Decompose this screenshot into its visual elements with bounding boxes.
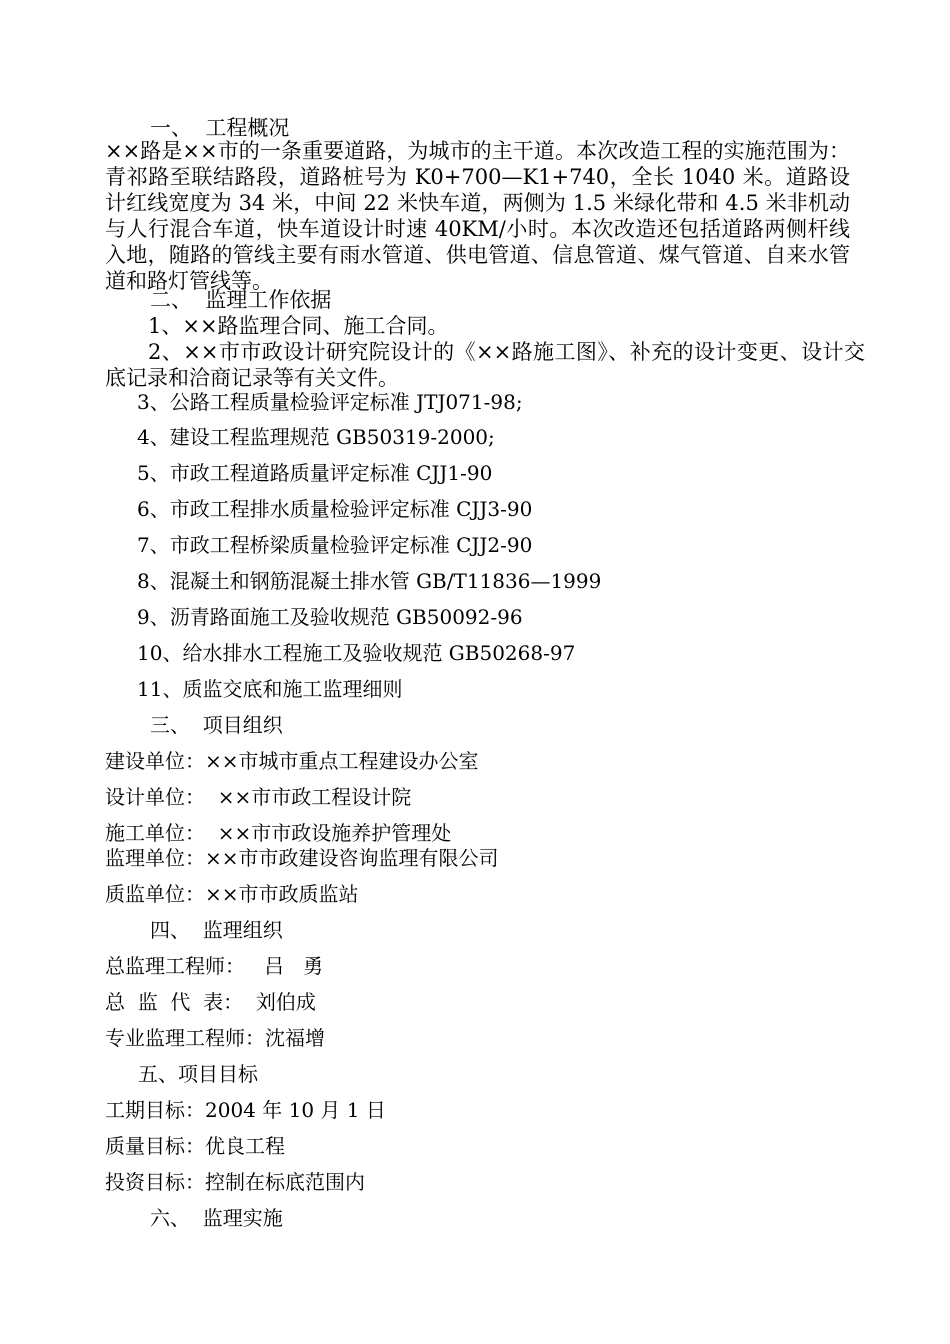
- section-6-heading: 六、 监理实施: [150, 1206, 283, 1230]
- basis-item-4: 4、建设工程监理规范 GB50319-2000;: [137, 425, 495, 449]
- basis-item-3: 3、公路工程质量检验评定标准 JTJ071-98;: [137, 390, 523, 414]
- basis-item-8: 8、混凝土和钢筋混凝土排水管 GB/T11836—1999: [137, 569, 602, 593]
- basis-item-9: 9、沥青路面施工及验收规范 GB50092-96: [137, 605, 523, 629]
- org-construction-unit: 建设单位：××市城市重点工程建设办公室: [105, 749, 479, 773]
- section-4-heading: 四、 监理组织: [150, 918, 283, 942]
- chief-engineer: 总监理工程师： 吕 勇: [105, 954, 324, 978]
- org-supervision-unit: 监理单位：××市市政建设咨询监理有限公司: [105, 846, 499, 870]
- chief-representative: 总 监 代 表： 刘伯成: [105, 990, 316, 1014]
- goal-investment: 投资目标：控制在标底范围内: [105, 1170, 365, 1194]
- section-1-body: ××路是××市的一条重要道路，为城市的主干道。本次改造工程的实施范围为：青祁路至联结路段，道路桩号为 K0+700—K1+740，全长 1040 米。道路设计红线宽度为 34 米，中间 22 米快车道，两侧为 1.5 米绿化带和 4.5 米非机动与人行混合车道，快车道设计时速 40KM/小时。本次改造还包括道路两侧杆线入地，随路的管线主要有雨水管道、供电管道、信息管道、煤气管道、自来水管道和路灯管线等。: [105, 139, 850, 293]
- basis-item-6: 6、市政工程排水质量检验评定标准 CJJ3-90: [137, 497, 533, 521]
- basis-item-11: 11、质监交底和施工监理细则: [137, 677, 403, 701]
- specialist-engineer: 专业监理工程师：沈福增: [105, 1026, 325, 1050]
- basis-item-2: 2、××市市政设计研究院设计的《××路施工图》、补充的设计变更、设计交底记录和洽商记录等有关文件。: [105, 340, 865, 390]
- basis-item-5: 5、市政工程道路质量评定标准 CJJ1-90: [137, 461, 493, 485]
- section-1-heading: 一、 工程概况: [150, 116, 290, 140]
- goal-schedule: 工期目标：2004 年 10 月 1 日: [105, 1098, 386, 1122]
- section-5-heading: 五、项目目标: [138, 1062, 258, 1086]
- org-quality-unit: 质监单位：××市市政质监站: [105, 882, 359, 906]
- basis-item-7: 7、市政工程桥梁质量检验评定标准 CJJ2-90: [137, 533, 533, 557]
- goal-quality: 质量目标：优良工程: [105, 1134, 285, 1158]
- section-2-heading: 二、 监理工作依据: [150, 288, 332, 312]
- basis-item-1: 1、××路监理合同、施工合同。: [148, 314, 449, 338]
- org-builder-unit: 施工单位： ××市市政设施养护管理处: [105, 821, 452, 845]
- basis-item-10: 10、给水排水工程施工及验收规范 GB50268-97: [137, 641, 576, 665]
- org-design-unit: 设计单位： ××市市政工程设计院: [105, 785, 412, 809]
- section-3-heading: 三、 项目组织: [150, 713, 283, 737]
